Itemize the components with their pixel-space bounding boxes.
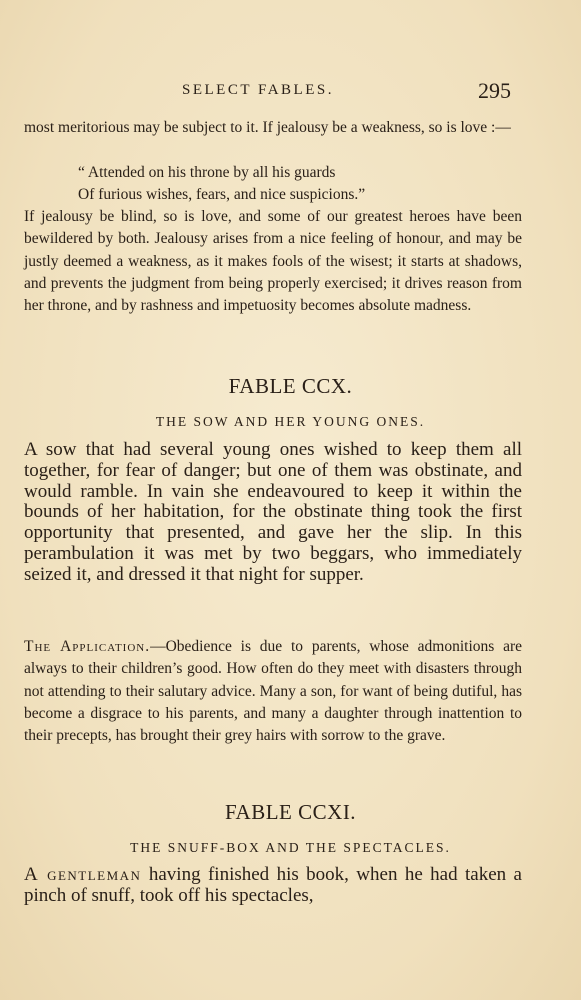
fable-210-title: THE SOW AND HER YOUNG ONES. — [155, 414, 426, 429]
quote-line-2: Of furious wishes, fears, and nice suspicions.” — [78, 186, 366, 203]
application-label: The Application. — [24, 638, 151, 655]
quote-line-1: “ Attended on his throne by all his guards — [78, 164, 336, 181]
fable-211-title: THE SNUFF-BOX AND THE SPECTACLES. — [130, 840, 451, 855]
continued-paragraph-2: If jealousy be blind, so is love, and some of our greatest heroes have been bewildered by both. Jealousy arises from a nice feeling of honour, and may be justly deemed a weakness, as it makes fools of the wisest; it starts at shadows, and prevents the judgment from being properly exercised; it drives reason from her throne, and by rashness and impetuosity becomes absolute madness. — [24, 208, 522, 315]
application-text: —Obedience is due to parents, whose admonitions are always to their children’s good. How often do they meet with disasters through not attending to their salutary advice. Many a son, for want of being dutiful, has become a disgrace to his parents, and many a daughter through inattention to their precepts, has brought their grey hairs with sorrow to the grave. — [24, 638, 522, 745]
fable-210-text: A sow that had several young ones wished to keep them all together, for fear of danger; but one of them was obstinate, and would ramble. In vain she endeavoured to keep it within the bounds of her habitation, for the obstinate thing took the first opportunity that presented, and gave her the slip. In this perambulation it was met by two beggars, who immediately seized it, and dressed it that night for supper. — [24, 439, 522, 585]
fable-211-text — [24, 865, 522, 907]
fable-210-application — [24, 636, 522, 747]
fable-210-number: FABLE CCX. — [228, 374, 353, 398]
fable-211-number: FABLE CCXI. — [224, 800, 357, 824]
page-header — [0, 78, 581, 108]
running-head: SELECT FABLES. — [182, 82, 334, 98]
fable-211-lead: A gentleman — [24, 864, 142, 885]
fable-211-body: having finished his book, when he had taken a pinch of snuff, took off his spectacles, — [24, 864, 522, 906]
continued-paragraph-1: most meritorious may be subject to it. If jealousy be a weakness, so is love :— — [24, 119, 511, 136]
page-number: 295 — [478, 78, 511, 103]
